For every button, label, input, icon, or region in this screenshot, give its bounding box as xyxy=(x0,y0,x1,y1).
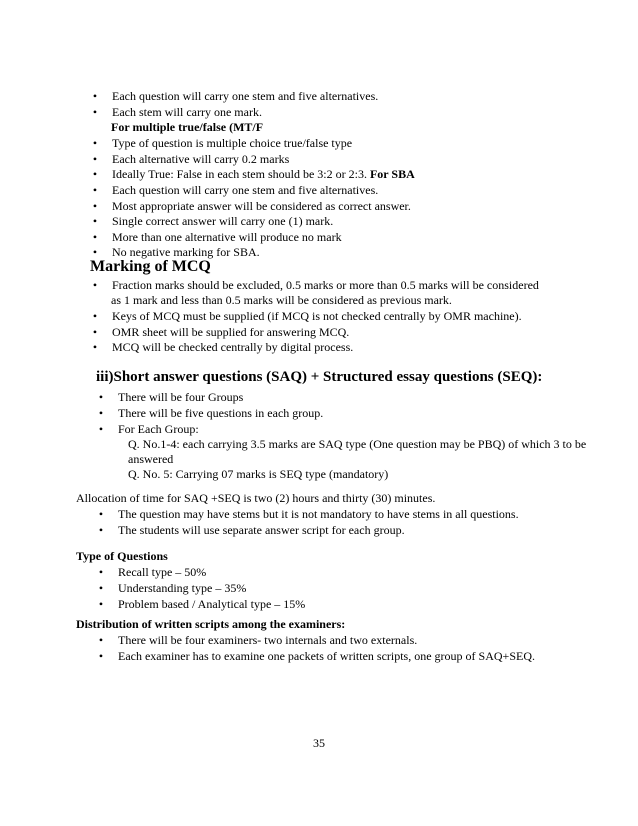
q1-line: Q. No.1-4: each carrying 3.5 marks are SAQ type (One question may be PBQ) of which 3 to be xyxy=(128,437,587,451)
ideally-text: Ideally True: False in each stem should be 3:2 or 2:3. xyxy=(112,167,367,181)
q5-line: Q. No. 5: Carrying 07 marks is SEQ type (mandatory) xyxy=(128,467,389,481)
bullet: • xyxy=(92,230,98,244)
distribution-heading: Distribution of written scripts among the examiners: xyxy=(76,617,346,631)
fraction-continuation: as 1 mark and less than 0.5 marks will be considered as previous mark. xyxy=(111,293,452,307)
sba-heading: For SBA xyxy=(369,167,415,181)
bullet: • xyxy=(92,325,98,339)
bullet: • xyxy=(98,507,104,521)
mtf-heading: For multiple true/false (MT/F xyxy=(111,120,264,134)
bullet: • xyxy=(92,309,98,323)
bullet: • xyxy=(98,597,104,611)
bullet: • xyxy=(92,340,98,354)
bullet: • xyxy=(98,390,104,404)
page-number: 35 xyxy=(313,736,325,750)
bullet: • xyxy=(92,89,98,103)
q1-continuation: answered xyxy=(128,452,174,466)
bullet: • xyxy=(92,199,98,213)
bullet: • xyxy=(92,136,98,150)
allocation-text: Allocation of time for SAQ +SEQ is two (2) hours and thirty (30) minutes. xyxy=(76,491,436,505)
types-heading: Type of Questions xyxy=(76,549,168,563)
bullet: • xyxy=(92,245,98,259)
bullet: • xyxy=(92,167,98,181)
marking-heading: Marking of MCQ xyxy=(90,258,211,275)
bullet: • xyxy=(92,214,98,228)
document-page: • Each question will carry one stem and five alternatives. • Each stem will carry one mark. For multiple true/false (MT/F • Type of question is multiple choice true/false type • Each alternative will carry 0.2 marks • Ideally True: False in each stem should be 3:2 or 2:3. For SBA • Each question will carry one stem and five alternatives. • Most appropriate answer will be considered as correct answer. • Single correct answer will carry one (1) mark. • More than one alternative will produce no mark • No negative marking for SBA. Marking of MCQ • Fraction marks should be excluded, 0.5 marks or more than 0.5 marks will be considered as 1 mark and less than 0.5 marks will be considered as previous mark. • Keys of MCQ must be supplied (if MCQ is not checked centrally by OMR machine). • OMR sheet will be supplied for answering MCQ. • MCQ will be checked centrally by digital process. iii)Short answer questions (SAQ) + Structured essay questions (SEQ): • There will be four Groups • There will be five questions in each group. • For Each Group: Q. No.1-4: each carrying 3.5 marks are SAQ type (One question may be PBQ) of which 3 to be answered Q. No. 5: Carrying 07 marks is SEQ type (mandatory) Allocation of time for SAQ +SEQ is two (2) hours and thirty (30) minutes. • The question may have stems but it is not mandatory to have stems in all questions. • The students will use separate answer script for each group. Type of Questions • Recall type – 50% • Understanding type – 35% • Problem based / Analytical type – 15% Distribution of written scripts among the examiners: • There will be four examiners- two internals and two externals. • Each examiner has to examine one packets of written scripts, one group of SAQ+SEQ. 35 xyxy=(0,0,638,826)
bullet: • xyxy=(98,581,104,595)
bullet: • xyxy=(98,649,104,663)
bullet: • xyxy=(92,183,98,197)
bullet: • xyxy=(98,633,104,647)
bullet: • xyxy=(92,105,98,119)
bullet: • xyxy=(98,406,104,420)
bullet: • xyxy=(98,523,104,537)
bullet: • xyxy=(92,278,98,292)
saq-heading: iii)Short answer questions (SAQ) + Structured essay questions (SEQ): xyxy=(96,369,543,385)
bullet: • xyxy=(98,422,104,436)
bullet: • xyxy=(98,565,104,579)
bullet: • xyxy=(92,152,98,166)
